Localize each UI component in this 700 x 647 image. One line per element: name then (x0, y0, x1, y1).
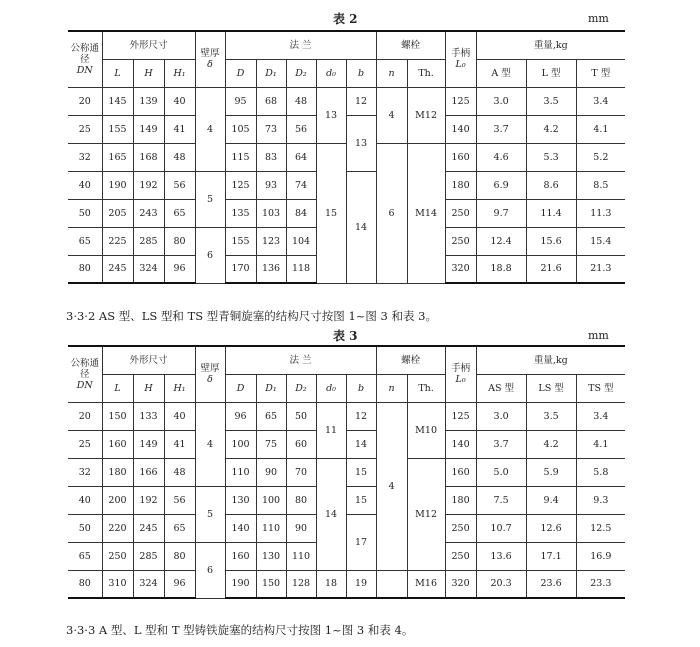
table-row: 40 200 192 56 5 130 100 80 15 180 7.5 9.4 9.3 (68, 486, 625, 514)
col-outer: 外形尺寸 (102, 346, 195, 374)
table3 (68, 345, 625, 599)
caption-3-3-2: 3·3·2 AS 型、LS 型和 TS 型青铜旋塞的结构尺寸按图 1~图 3 和表 3。 (66, 309, 437, 323)
col-b: b (346, 374, 376, 402)
table-row: 20 150 133 40 4 96 65 50 11 12 4 M10 125 3.0 3.5 3.4 (68, 402, 625, 430)
col-D1: D₁ (256, 59, 286, 87)
col-bolt: 螺栓 (376, 31, 445, 59)
col-w1: A 型 (476, 59, 526, 87)
col-w1: AS 型 (476, 374, 526, 402)
col-H1: H₁ (164, 374, 195, 402)
col-H: H (133, 59, 164, 87)
col-flange: 法 兰 (225, 31, 376, 59)
col-L: L (102, 374, 133, 402)
col-th: Th. (407, 374, 445, 402)
col-weight: 重量,kg (476, 31, 625, 59)
col-weight: 重量,kg (476, 346, 625, 374)
col-flange: 法 兰 (225, 346, 376, 374)
col-H: H (133, 374, 164, 402)
table-row: 80 245 324 96 170 136 118 320 18.8 21.6 21.3 (68, 255, 625, 283)
col-L: L (102, 59, 133, 87)
table-row: 40 190 192 56 5 125 93 74 14 180 6.9 8.6 8.5 (68, 171, 625, 199)
table-row: 32 165 168 48 115 83 64 15 6 M14 160 4.6 5.3 5.2 (68, 143, 625, 171)
caption-3-3-3: 3·3·3 A 型、L 型和 T 型铸铁旋塞的结构尺寸按图 1~图 3 和表 4。 (66, 623, 414, 637)
col-w3: T 型 (576, 59, 625, 87)
col-handle: 手柄 L₀ (445, 346, 476, 402)
table-row: 25 155 149 41 105 73 56 13 140 3.7 4.2 4.1 (68, 115, 625, 143)
table-row: 50 205 243 65 135 103 84 250 9.7 11.4 11.3 (68, 199, 625, 227)
table-row: 50 220 245 65 140 110 90 17 250 10.7 12.6 12.5 (68, 514, 625, 542)
col-D: D (225, 59, 256, 87)
table-row: 32 180 166 48 110 90 70 14 15 M12 160 5.0 5.9 5.8 (68, 458, 625, 486)
col-w2: LS 型 (526, 374, 576, 402)
table3-unit: mm (588, 329, 609, 342)
col-w3: TS 型 (576, 374, 625, 402)
col-n: n (376, 59, 407, 87)
col-th: Th. (407, 59, 445, 87)
table2 (68, 30, 625, 284)
col-D2: D₂ (286, 59, 316, 87)
col-wall: 壁厚 δ (195, 346, 225, 402)
col-D2: D₂ (286, 374, 316, 402)
col-nominal: 公称通径 DN (68, 346, 102, 402)
col-d0: d₀ (316, 374, 346, 402)
table2-unit: mm (588, 12, 609, 25)
table2-title: 表 2 (333, 12, 358, 26)
table-row: 80 310 324 96 190 150 128 18 19 M16 320 20.3 23.6 23.3 (68, 570, 625, 598)
col-H1: H₁ (164, 59, 195, 87)
col-d0: d₀ (316, 59, 346, 87)
col-n: n (376, 374, 407, 402)
table3-title: 表 3 (333, 329, 358, 343)
table-row: 20 145 139 40 4 95 68 48 13 12 4 M12 125 3.0 3.5 3.4 (68, 87, 625, 115)
col-bolt: 螺栓 (376, 346, 445, 374)
table-row: 25 160 149 41 100 75 60 14 140 3.7 4.2 4.1 (68, 430, 625, 458)
col-D1: D₁ (256, 374, 286, 402)
col-wall: 壁厚 δ (195, 31, 225, 87)
table-row: 65 225 285 80 6 155 123 104 250 12.4 15.6 15.4 (68, 227, 625, 255)
col-handle: 手柄 L₀ (445, 31, 476, 87)
col-b: b (346, 59, 376, 87)
col-outer: 外形尺寸 (102, 31, 195, 59)
col-nominal: 公称通径 DN (68, 31, 102, 87)
col-w2: L 型 (526, 59, 576, 87)
col-D: D (225, 374, 256, 402)
table-row: 65 250 285 80 6 160 130 110 250 13.6 17.1 16.9 (68, 542, 625, 570)
